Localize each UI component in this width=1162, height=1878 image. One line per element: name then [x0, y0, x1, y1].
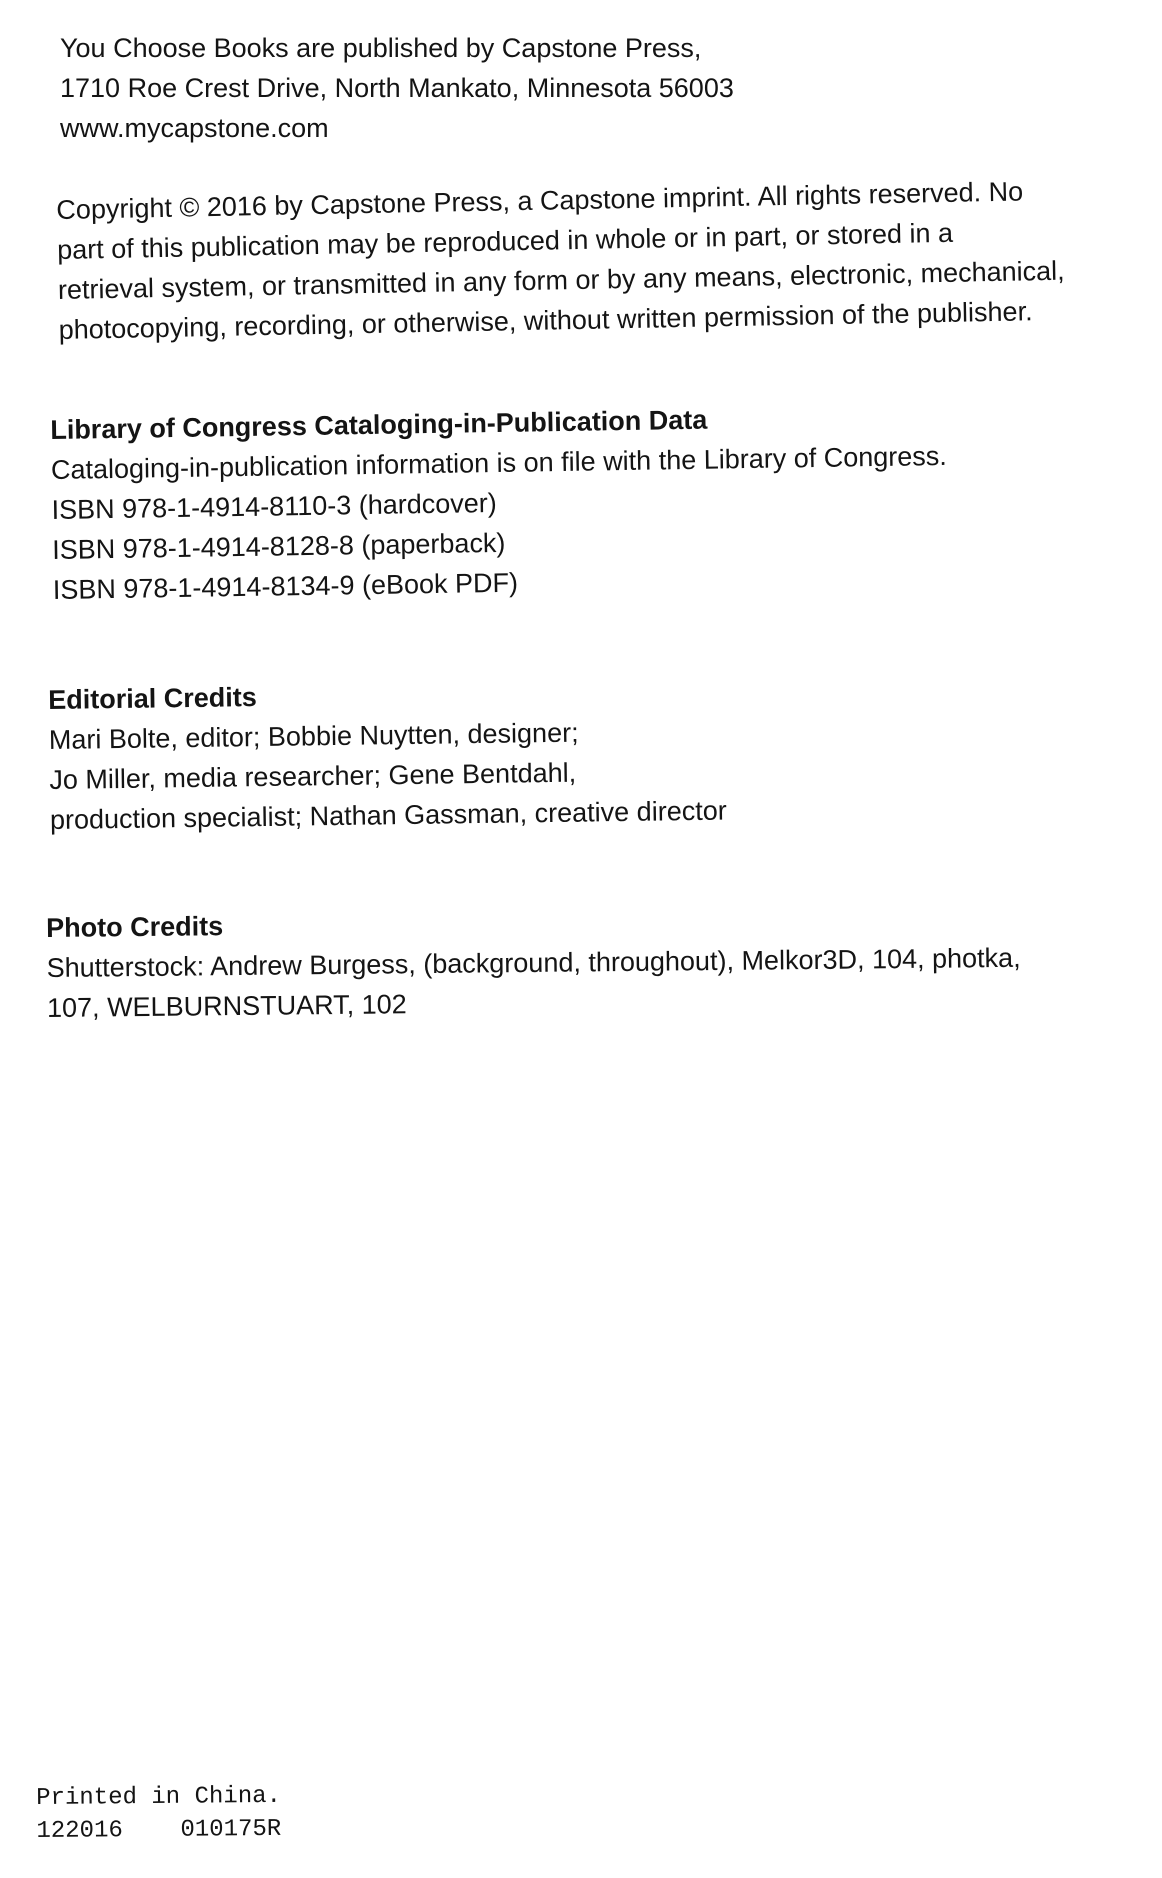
cip-heading: Library of Congress Cataloging-in-Publication Data	[50, 404, 708, 445]
cip-statement: Cataloging-in-publication information is on file with the Library of Congress.	[50, 440, 948, 485]
cip-section	[50, 393, 1133, 610]
website-line: www.mycapstone.com	[60, 113, 329, 143]
printed-in-line: Printed in China.	[36, 1782, 282, 1812]
address-line: 1710 Roe Crest Drive, North Mankato, Minnesota 56003	[60, 73, 734, 103]
photo-line: Shutterstock: Andrew Burgess, (background, throughout), Melkor3D, 104, photka,	[46, 942, 1021, 983]
photo-heading: Photo Credits	[46, 911, 224, 943]
print-code-line: 122016 010175R	[36, 1815, 282, 1845]
photo-credits	[46, 897, 1127, 1028]
editorial-line: production specialist; Nathan Gassman, creative director	[49, 795, 727, 835]
printing-info	[36, 1780, 281, 1848]
isbn-hardcover: ISBN 978-1-4914-8110-3 (hardcover)	[51, 487, 498, 525]
isbn-ebook: ISBN 978-1-4914-8134-9 (eBook PDF)	[52, 567, 519, 605]
isbn-paperback: ISBN 978-1-4914-8128-8 (paperback)	[51, 527, 506, 565]
copyright-line: retrieval system, or transmitted in any form or by any means, electronic, mechanical,	[57, 255, 1065, 305]
copyright-line: Copyright © 2016 by Capstone Press, a Capstone imprint. All rights reserved. No	[56, 176, 1024, 225]
editorial-line: Jo Miller, media researcher; Gene Bentdahl,	[49, 757, 577, 795]
editorial-line: Mari Bolte, editor; Bobbie Nuytten, designer;	[48, 717, 579, 755]
publisher-info	[60, 28, 1140, 148]
copyright-line: photocopying, recording, or otherwise, without written permission of the publisher.	[58, 296, 1033, 345]
publisher-line: You Choose Books are published by Capstone Press,	[60, 33, 702, 63]
copyright-line: part of this publication may be reproduced in whole or in part, or stored in a	[56, 217, 954, 265]
photo-line: 107, WELBURNSTUART, 102	[46, 989, 407, 1023]
editorial-heading: Editorial Credits	[48, 682, 258, 715]
editorial-credits	[48, 665, 1130, 840]
copyright-notice	[56, 169, 1139, 350]
